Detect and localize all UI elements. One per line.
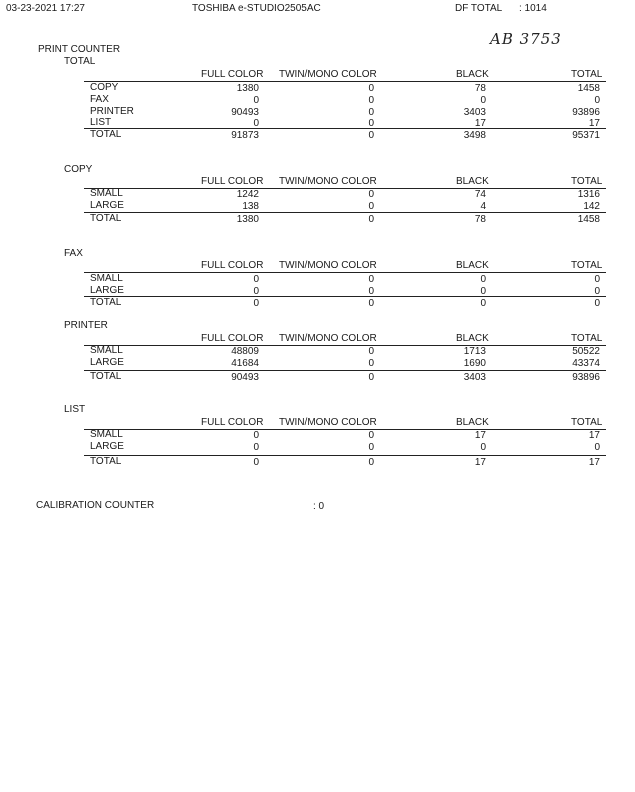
total-value: 0 xyxy=(480,298,486,309)
row-label: LIST xyxy=(90,117,112,128)
header-rule xyxy=(84,345,606,346)
cell-value: 0 xyxy=(480,442,486,453)
total-value: 0 xyxy=(368,372,374,383)
cell-value: 0 xyxy=(253,286,259,297)
cell-value: 0 xyxy=(368,201,374,212)
row-label: SMALL xyxy=(90,273,123,284)
cell-value: 78 xyxy=(474,83,486,94)
column-header: TWIN/MONO COLOR xyxy=(279,333,377,344)
section-title-total: TOTAL xyxy=(64,56,96,67)
total-value: 0 xyxy=(368,457,374,468)
total-value: 0 xyxy=(368,130,374,141)
total-rule xyxy=(84,128,606,129)
total-value: 0 xyxy=(253,457,259,468)
cell-value: 0 xyxy=(368,430,374,441)
total-value: 78 xyxy=(474,214,486,225)
handwritten-note: AB 3753 xyxy=(490,30,562,48)
cell-value: 0 xyxy=(368,286,374,297)
cell-value: 1690 xyxy=(463,358,486,369)
column-header: BLACK xyxy=(456,333,489,344)
total-label: TOTAL xyxy=(90,213,122,224)
total-label: TOTAL xyxy=(90,297,122,308)
column-header: BLACK xyxy=(456,417,489,428)
total-value: 95371 xyxy=(572,130,600,141)
row-label: SMALL xyxy=(90,345,123,356)
column-header: TWIN/MONO COLOR xyxy=(279,417,377,428)
total-value: 90493 xyxy=(231,372,259,383)
cell-value: 1316 xyxy=(577,189,600,200)
column-header: TOTAL xyxy=(571,333,603,344)
section-title-printer: PRINTER xyxy=(64,320,108,331)
total-rule xyxy=(84,296,606,297)
total-value: 17 xyxy=(588,457,600,468)
cell-value: 17 xyxy=(474,118,486,129)
row-label: SMALL xyxy=(90,188,123,199)
total-value: 3403 xyxy=(463,372,486,383)
total-rule xyxy=(84,455,606,456)
df-total-value: : 1014 xyxy=(519,3,547,14)
section-title-fax: FAX xyxy=(64,248,83,259)
cell-value: 0 xyxy=(368,107,374,118)
cell-value: 17 xyxy=(588,118,600,129)
cell-value: 0 xyxy=(368,95,374,106)
calibration-counter-label: CALIBRATION COUNTER xyxy=(36,500,155,511)
row-label: PRINTER xyxy=(90,106,134,117)
cell-value: 0 xyxy=(368,346,374,357)
total-value: 0 xyxy=(594,298,600,309)
cell-value: 0 xyxy=(594,274,600,285)
df-total-label: DF TOTAL xyxy=(455,3,503,14)
cell-value: 17 xyxy=(474,430,486,441)
header-rule xyxy=(84,429,606,430)
cell-value: 0 xyxy=(480,274,486,285)
column-header: FULL COLOR xyxy=(201,260,264,271)
total-value: 0 xyxy=(253,298,259,309)
column-header: TWIN/MONO COLOR xyxy=(279,69,377,80)
cell-value: 50522 xyxy=(572,346,600,357)
cell-value: 0 xyxy=(368,358,374,369)
cell-value: 0 xyxy=(480,95,486,106)
cell-value: 48809 xyxy=(231,346,259,357)
total-value: 0 xyxy=(368,298,374,309)
column-header: FULL COLOR xyxy=(201,333,264,344)
row-label: LARGE xyxy=(90,285,124,296)
row-label: COPY xyxy=(90,82,119,93)
cell-value: 0 xyxy=(594,442,600,453)
cell-value: 0 xyxy=(368,274,374,285)
cell-value: 3403 xyxy=(463,107,486,118)
cell-value: 0 xyxy=(368,118,374,129)
total-label: TOTAL xyxy=(90,129,122,140)
row-label: LARGE xyxy=(90,441,124,452)
cell-value: 0 xyxy=(594,95,600,106)
cell-value: 17 xyxy=(588,430,600,441)
column-header: FULL COLOR xyxy=(201,69,264,80)
column-header: TOTAL xyxy=(571,69,603,80)
cell-value: 1713 xyxy=(463,346,486,357)
cell-value: 0 xyxy=(253,118,259,129)
cell-value: 0 xyxy=(368,189,374,200)
column-header: FULL COLOR xyxy=(201,176,264,187)
column-header: TOTAL xyxy=(571,176,603,187)
total-label: TOTAL xyxy=(90,371,122,382)
column-header: TOTAL xyxy=(571,260,603,271)
cell-value: 0 xyxy=(594,286,600,297)
cell-value: 4 xyxy=(480,201,486,212)
total-value: 0 xyxy=(368,214,374,225)
cell-value: 0 xyxy=(253,442,259,453)
cell-value: 1458 xyxy=(577,83,600,94)
cell-value: 41684 xyxy=(231,358,259,369)
device-model: TOSHIBA e-STUDIO2505AC xyxy=(192,3,321,14)
cell-value: 0 xyxy=(253,430,259,441)
cell-value: 1242 xyxy=(236,189,259,200)
total-value: 1380 xyxy=(236,214,259,225)
row-label: LARGE xyxy=(90,357,124,368)
total-value: 3498 xyxy=(463,130,486,141)
column-header: FULL COLOR xyxy=(201,417,264,428)
total-value: 91873 xyxy=(231,130,259,141)
cell-value: 0 xyxy=(253,274,259,285)
column-header: BLACK xyxy=(456,69,489,80)
cell-value: 1380 xyxy=(236,83,259,94)
cell-value: 0 xyxy=(368,442,374,453)
report-title: PRINT COUNTER xyxy=(38,44,121,55)
section-title-list: LIST xyxy=(64,404,86,415)
column-header: TWIN/MONO COLOR xyxy=(279,176,377,187)
print-datetime: 03-23-2021 17:27 xyxy=(6,3,85,14)
section-title-copy: COPY xyxy=(64,164,93,175)
header-rule xyxy=(84,272,606,273)
cell-value: 0 xyxy=(480,286,486,297)
column-header: TWIN/MONO COLOR xyxy=(279,260,377,271)
cell-value: 0 xyxy=(368,83,374,94)
total-rule xyxy=(84,370,606,371)
total-value: 93896 xyxy=(572,372,600,383)
cell-value: 74 xyxy=(474,189,486,200)
row-label: LARGE xyxy=(90,200,124,211)
calibration-counter-value: : 0 xyxy=(313,501,325,512)
column-header: BLACK xyxy=(456,260,489,271)
total-value: 1458 xyxy=(577,214,600,225)
column-header: BLACK xyxy=(456,176,489,187)
total-label: TOTAL xyxy=(90,456,122,467)
cell-value: 90493 xyxy=(231,107,259,118)
row-label: SMALL xyxy=(90,429,123,440)
cell-value: 43374 xyxy=(572,358,600,369)
cell-value: 142 xyxy=(583,201,600,212)
column-header: TOTAL xyxy=(571,417,603,428)
cell-value: 0 xyxy=(253,95,259,106)
header-rule xyxy=(84,81,606,82)
header-rule xyxy=(84,188,606,189)
total-rule xyxy=(84,212,606,213)
total-value: 17 xyxy=(474,457,486,468)
row-label: FAX xyxy=(90,94,109,105)
cell-value: 93896 xyxy=(572,107,600,118)
cell-value: 138 xyxy=(242,201,259,212)
